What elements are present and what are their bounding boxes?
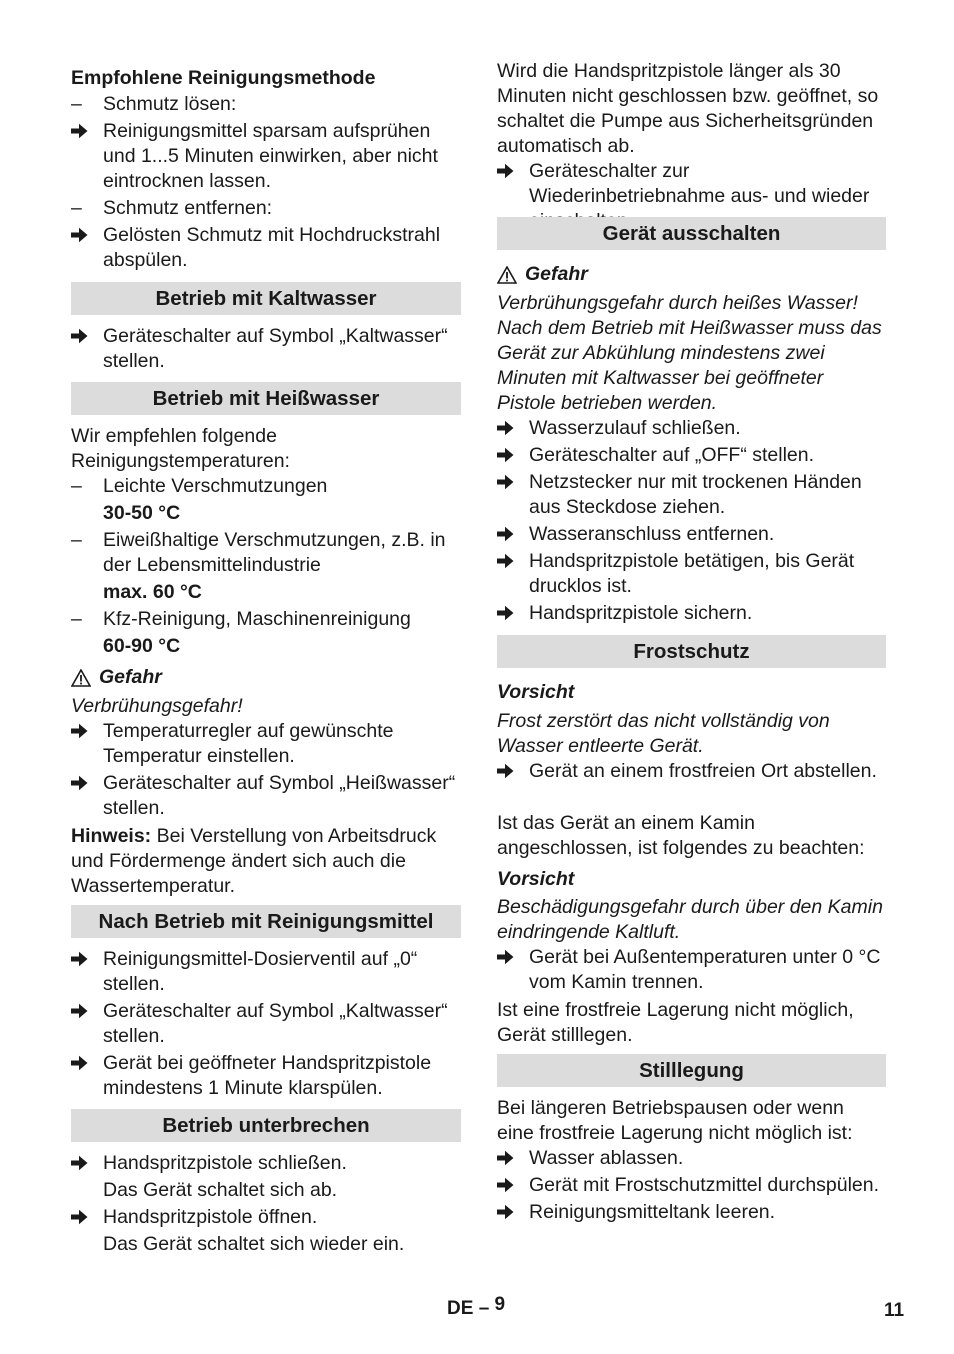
step-text: Handspritzpistole sichern. (529, 602, 753, 624)
page-footer-label: DE – 9 (447, 1294, 506, 1319)
hot-intro: Wir empfehlen folgende Reinigungstemperaturen: (71, 425, 290, 472)
step-text: Wasserzulauf schließen. (529, 417, 741, 439)
arrow-step (497, 549, 886, 599)
temp-item-text: Leichte Verschmutzungen (103, 475, 328, 497)
arrow-icon (497, 1200, 523, 1220)
section-heading-interrupt: Betrieb unterbrechen (71, 1109, 461, 1142)
arrow-step (497, 443, 886, 468)
danger-text: Verbrühungsgefahr! (71, 695, 243, 717)
chimney-text: Ist das Gerät an einem Kamin angeschlossen, ist folgendes zu beachten: (497, 812, 865, 859)
arrow-icon (71, 223, 97, 243)
temp-value: max. 60 °C (103, 581, 202, 603)
note (71, 824, 461, 899)
step-note: Das Gerät schaltet sich ab. (103, 1179, 338, 1201)
step-text: Geräteschalter auf „OFF“ stellen. (529, 444, 815, 466)
note-label: Hinweis: (71, 825, 152, 847)
section-heading-after: Nach Betrieb mit Reinigungsmittel (71, 905, 461, 938)
temp-item-text: Kfz-Reinigung, Maschinenreinigung (103, 608, 411, 630)
arrow-icon (71, 771, 97, 791)
arrow-icon (497, 470, 523, 490)
warning-triangle-icon (497, 266, 517, 284)
hot-steps (71, 719, 461, 821)
dash-icon: – (71, 197, 82, 219)
cold-step (71, 324, 461, 374)
caution-label: Vorsicht (497, 681, 575, 703)
step-note: Das Gerät schaltet sich wieder ein. (103, 1233, 405, 1255)
section-heading-cold: Betrieb mit Kaltwasser (71, 282, 461, 315)
arrow-icon (71, 719, 97, 739)
step-text: Wasser ablassen. (529, 1147, 684, 1169)
shutdown-text: Ist eine frostfreie Lagerung nicht möglich, Gerät stilllegen. (497, 999, 854, 1046)
interrupt-steps (71, 1151, 461, 1257)
arrow-icon (497, 443, 523, 463)
arrow-icon (71, 119, 97, 139)
arrow-step (71, 719, 461, 769)
arrow-icon (71, 324, 97, 344)
chimney-caution: Beschädigungsgefahr durch über den Kamin eindringende Kaltluft. (497, 896, 883, 943)
temp-value: 30-50 °C (103, 502, 181, 524)
arrow-step (497, 416, 886, 441)
step-text: Geräteschalter auf Symbol „Heißwasser“ stellen. (103, 772, 456, 819)
step-text: Schmutz entfernen: (103, 197, 273, 219)
step-text: Reinigungsmittel-Dosierventil auf „0“ stellen. (103, 948, 418, 995)
temperature-list (71, 474, 461, 659)
dash-icon: – (71, 93, 82, 115)
frost-caution: Frost zerstört das nicht vollständig von Wasser entleerte Gerät. (497, 710, 830, 757)
dash-icon: – (71, 475, 82, 497)
step-text: Reinigungsmitteltank leeren. (529, 1201, 776, 1223)
step-text: Reinigungsmittel sparsam aufsprühen und 1...5 Minuten einwirken, aber nicht eintrocknen lassen. (103, 120, 438, 192)
arrow-icon (497, 1173, 523, 1193)
step-text: Netzstecker nur mit trockenen Händen aus Steckdose ziehen. (529, 471, 862, 518)
step-text: Handspritzpistole schließen. (103, 1152, 347, 1174)
stilllegung-steps (497, 1146, 886, 1225)
chimney-step (497, 945, 886, 995)
caution-label: Vorsicht (497, 868, 575, 890)
page-number: 11 (884, 1300, 905, 1321)
arrow-icon (497, 522, 523, 542)
dash-step (71, 92, 461, 117)
arrow-step (71, 999, 461, 1049)
method-heading: Empfohlene Reinigungsmethode (71, 67, 376, 89)
arrow-step (497, 1146, 886, 1171)
step-text: Gerät bei geöffneter Handspritzpistole mindestens 1 Minute klarspülen. (103, 1052, 432, 1099)
step-text: Gerät bei Außentemperaturen unter 0 °C vom Kamin trennen. (529, 946, 881, 993)
arrow-icon (71, 947, 97, 967)
arrow-icon (71, 1151, 97, 1171)
section-heading-frost: Frostschutz (497, 635, 886, 668)
arrow-step (497, 522, 886, 547)
step-text: Geräteschalter zur Wiederinbetriebnahme aus- und wieder (529, 160, 870, 207)
step-text: Geräteschalter auf Symbol „Kaltwasser“ stellen. (103, 325, 448, 372)
danger-label: Gefahr (71, 665, 461, 690)
arrow-icon (71, 999, 97, 1019)
danger-text: Verbrühungsgefahr durch heißes Wasser! Nach dem Betrieb mit Heißwasser muss das Gerät zur Abkühlung mindestens zwei Minuten mit Kaltwasser bei geöffneter Pistole betrieben werden. (497, 292, 882, 414)
section-heading-off: Gerät ausschalten (497, 217, 886, 250)
arrow-step (497, 1200, 886, 1225)
step-text: Wasseranschluss entfernen. (529, 523, 775, 545)
step-text: Temperaturregler auf gewünschte Temperatur einstellen. (103, 720, 394, 767)
temp-item-text: Eiweißhaltige Verschmutzungen, z.B. in der Lebensmittelindustrie (103, 529, 446, 576)
arrow-icon (497, 601, 523, 621)
step-text: Geräteschalter auf Symbol „Kaltwasser“ stellen. (103, 1000, 448, 1047)
dash-icon: – (71, 608, 82, 630)
step-text: Gerät mit Frostschutzmittel durchspülen. (529, 1174, 880, 1196)
arrow-step (71, 119, 461, 194)
arrow-icon (497, 945, 523, 965)
arrow-step (71, 223, 461, 273)
step-text: Handspritzpistole betätigen, bis Gerät drucklos ist. (529, 550, 855, 597)
arrow-step (71, 771, 461, 821)
step-text: Schmutz lösen: (103, 93, 237, 115)
arrow-step (497, 1173, 886, 1198)
arrow-step (71, 1051, 461, 1101)
arrow-icon (497, 549, 523, 569)
method-list (71, 92, 461, 273)
dash-step (71, 196, 461, 221)
note-text: Bei Verstellung von Arbeitsdruck und Fördermenge ändert sich auch die Wassertemperatur. (71, 825, 437, 897)
arrow-step (497, 601, 886, 626)
arrow-step (497, 470, 886, 520)
intro-text: Wird die Handspritzpistole länger als 30 Minuten nicht geschlossen bzw. geöffnet, so schaltet die Pumpe aus Sicherheitsgründen automatisch ab. (497, 60, 879, 157)
off-steps (497, 416, 886, 626)
arrow-step (71, 947, 461, 997)
step-text: Gelösten Schmutz mit Hochdruckstrahl abspülen. (103, 224, 441, 271)
danger-label: Gefahr (497, 262, 886, 287)
dash-icon: – (71, 529, 82, 551)
arrow-icon (497, 759, 523, 779)
frost-step (497, 759, 886, 784)
after-steps (71, 947, 461, 1101)
step-text: Gerät an einem frostfreien Ort abstellen. (529, 760, 877, 782)
section-heading-stilllegung: Stilllegung (497, 1054, 886, 1087)
arrow-icon (497, 159, 523, 179)
section-heading-hot: Betrieb mit Heißwasser (71, 382, 461, 415)
temp-value: 60-90 °C (103, 635, 181, 657)
arrow-icon (71, 1205, 97, 1225)
arrow-icon (497, 416, 523, 436)
stilllegung-intro: Bei längeren Betriebspausen oder wenn eine frostfreie Lagerung nicht möglich ist: (497, 1097, 853, 1144)
arrow-icon (71, 1051, 97, 1071)
warning-triangle-icon (71, 669, 91, 687)
step-text: Handspritzpistole öffnen. (103, 1206, 318, 1228)
arrow-icon (497, 1146, 523, 1166)
